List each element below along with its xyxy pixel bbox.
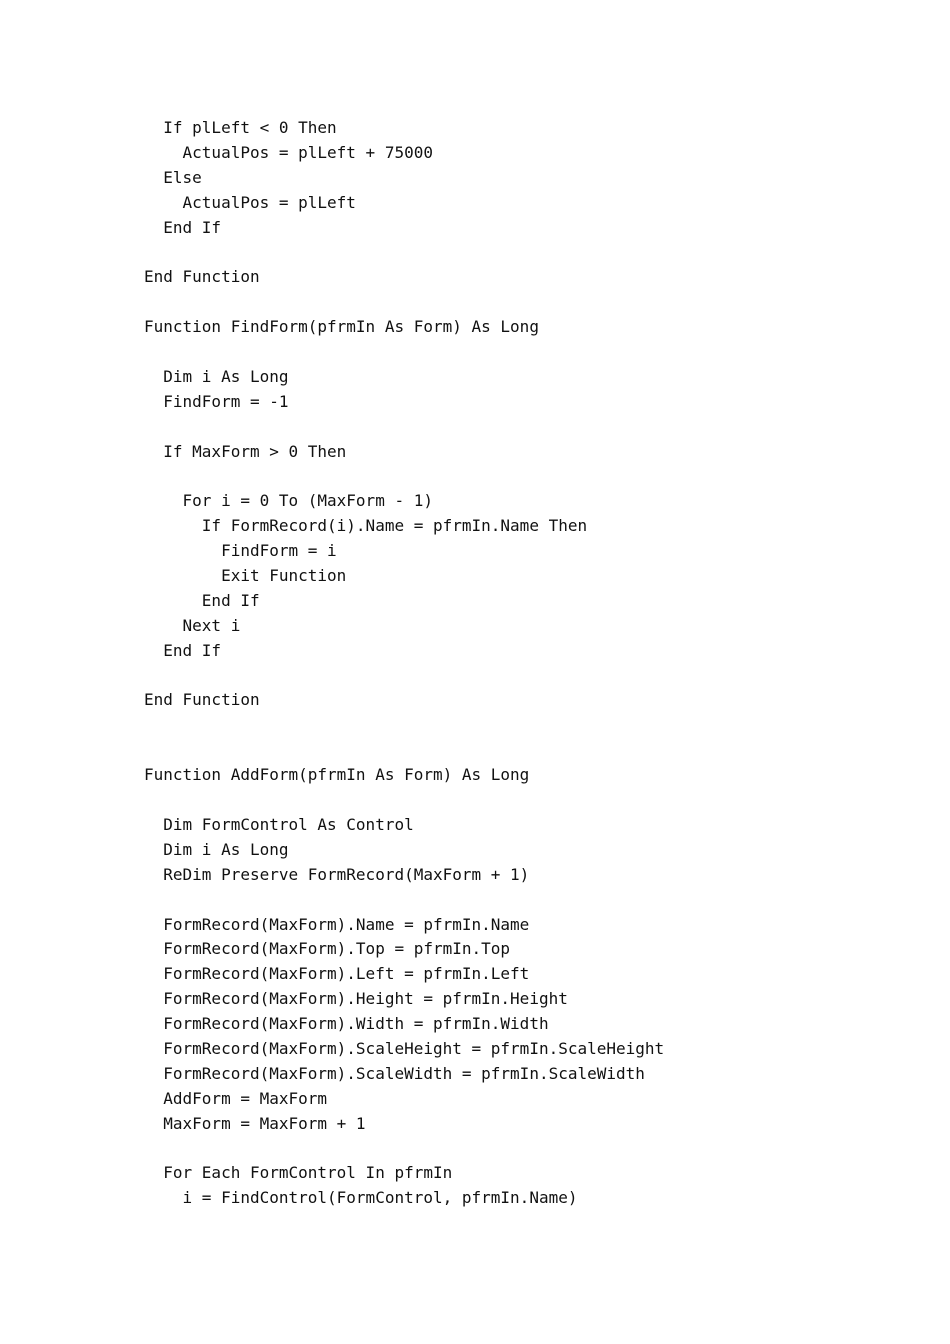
code-line: If FormRecord(i).Name = pfrmIn.Name Then: [144, 516, 588, 536]
code-line: For Each FormControl In pfrmIn: [144, 1163, 453, 1183]
code-line: FindForm = -1: [144, 391, 289, 411]
code-line: Dim i As Long: [144, 366, 289, 386]
code-line: [144, 340, 664, 365]
code-line: End If: [144, 640, 222, 660]
code-listing: [144, 116, 664, 1211]
code-line: [144, 664, 664, 689]
code-line: [144, 290, 664, 315]
code-line: [144, 240, 664, 265]
code-line: FormRecord(MaxForm).Width = pfrmIn.Width: [144, 1014, 549, 1034]
code-line: FindForm = i: [144, 541, 337, 561]
code-line: Dim FormControl As Control: [144, 814, 414, 834]
code-line: [144, 464, 664, 489]
code-line: AddForm = MaxForm: [144, 1088, 328, 1108]
code-line: MaxForm = MaxForm + 1: [144, 1113, 366, 1133]
code-line: ActualPos = plLeft + 75000: [144, 142, 433, 162]
code-line: [144, 738, 664, 763]
code-line: i = FindControl(FormControl, pfrmIn.Name): [144, 1188, 578, 1208]
code-line: Dim i As Long: [144, 839, 289, 859]
code-line: End If: [144, 590, 260, 610]
code-line: Function FindForm(pfrmIn As Form) As Long: [144, 317, 539, 337]
code-line: ActualPos = plLeft: [144, 192, 356, 212]
code-line: FormRecord(MaxForm).Left = pfrmIn.Left: [144, 964, 530, 984]
code-line: FormRecord(MaxForm).ScaleHeight = pfrmIn.ScaleHeight: [144, 1038, 665, 1058]
code-line: [144, 888, 664, 913]
code-line: [144, 1137, 664, 1162]
code-line: Function AddForm(pfrmIn As Form) As Long: [144, 765, 530, 785]
code-line: FormRecord(MaxForm).Height = pfrmIn.Height: [144, 989, 568, 1009]
code-line: FormRecord(MaxForm).ScaleWidth = pfrmIn.ScaleWidth: [144, 1063, 645, 1083]
code-line: FormRecord(MaxForm).Name = pfrmIn.Name: [144, 914, 530, 934]
code-line: [144, 415, 664, 440]
code-line: Else: [144, 167, 202, 187]
code-line: Next i: [144, 615, 241, 635]
code-line: Exit Function: [144, 566, 347, 586]
code-line: For i = 0 To (MaxForm - 1): [144, 491, 433, 511]
code-line: End Function: [144, 690, 260, 710]
code-line: FormRecord(MaxForm).Top = pfrmIn.Top: [144, 939, 511, 959]
code-line: [144, 788, 664, 813]
code-line: [144, 713, 664, 738]
code-line: End Function: [144, 267, 260, 287]
code-line: ReDim Preserve FormRecord(MaxForm + 1): [144, 864, 530, 884]
code-line: If MaxForm > 0 Then: [144, 441, 347, 461]
code-line: If plLeft < 0 Then: [144, 118, 337, 137]
code-line: End If: [144, 217, 222, 237]
